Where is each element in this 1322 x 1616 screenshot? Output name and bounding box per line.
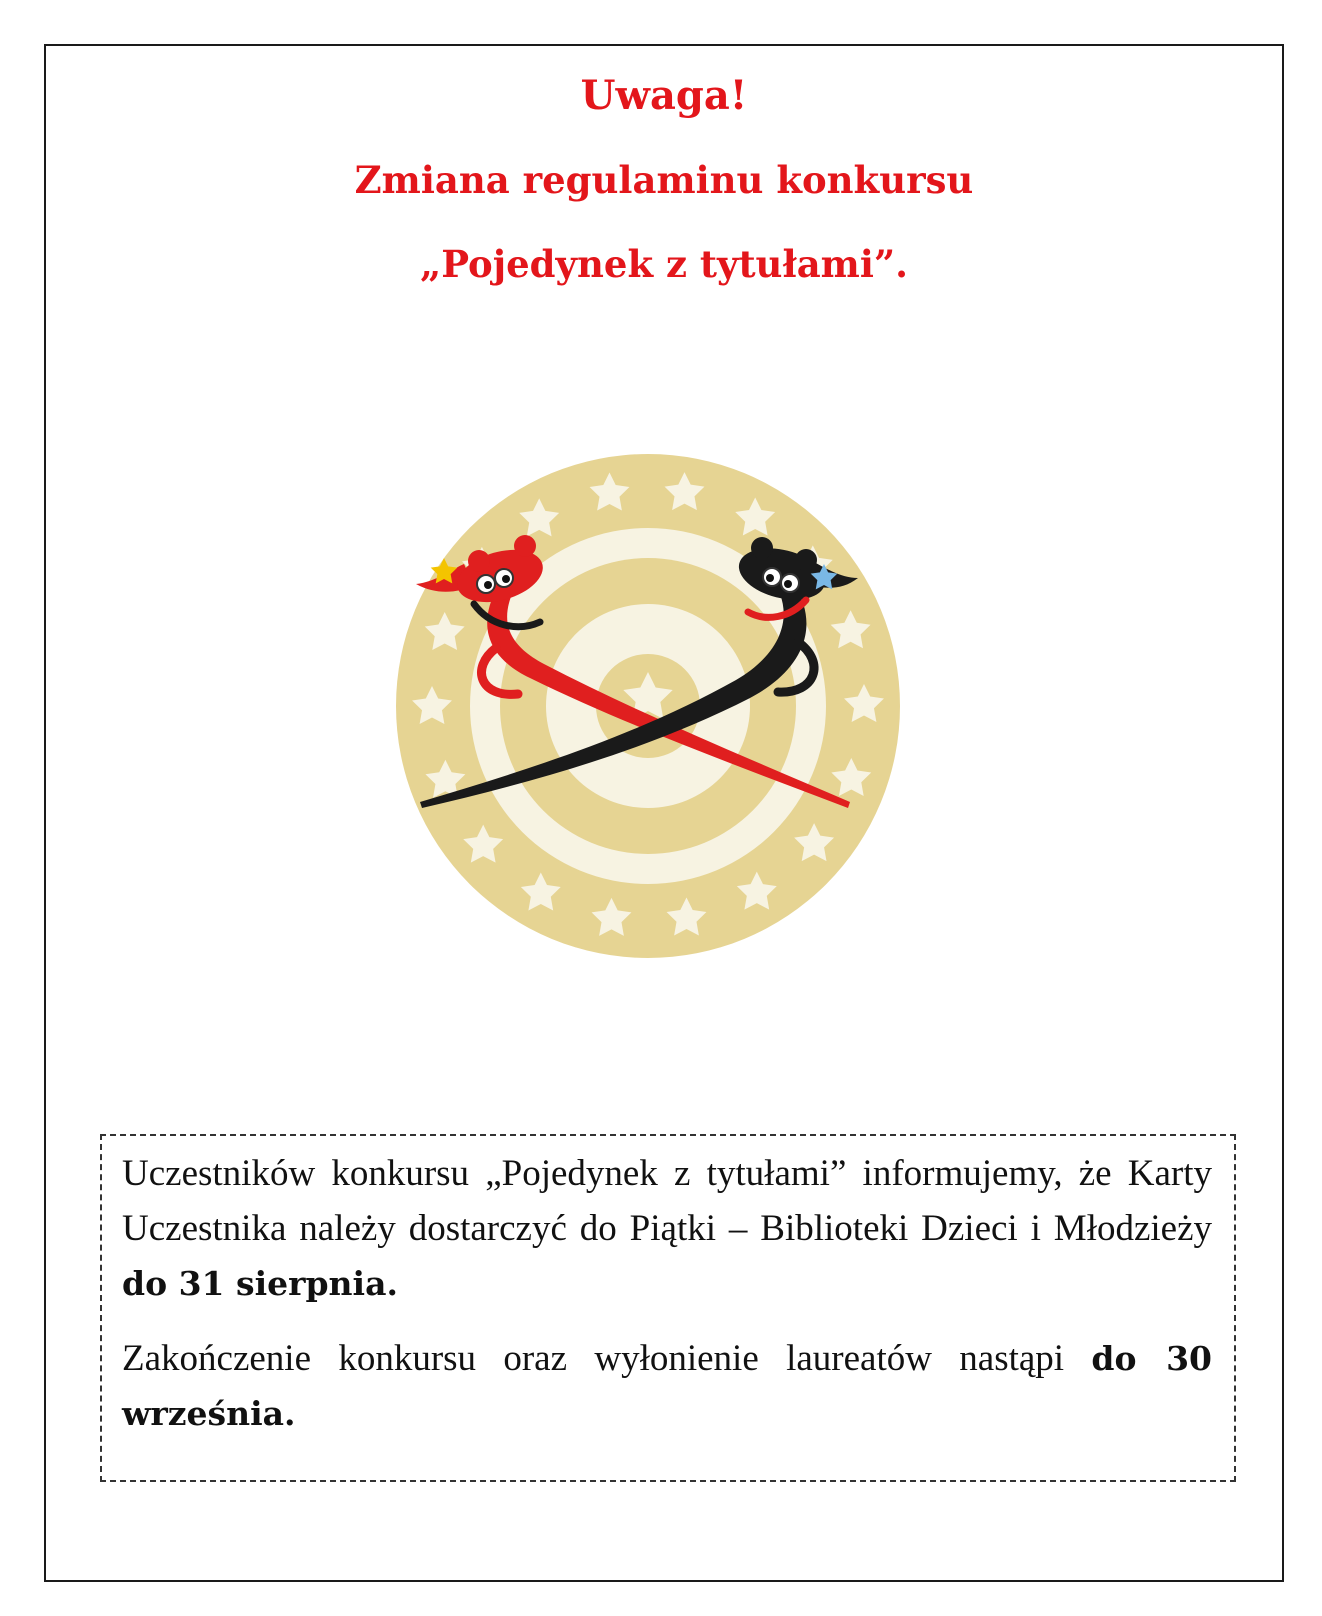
notice-delivery-text: Uczestników konkursu „Pojedynek z tytułami” informujemy, że Karty Uczestnika należy dostarczyć do Piątki – Biblioteki Dzieci i Młodzieży <box>122 1153 1212 1249</box>
notice-paragraph-delivery <box>122 1146 1212 1311</box>
notice-delivery-deadline: do 31 sierpnia. <box>122 1264 398 1303</box>
notice-results-text: Zakończenie konkursu oraz wyłonienie laureatów nastąpi <box>122 1338 1092 1379</box>
notice-results-deadline: do 30 września. <box>122 1339 1212 1433</box>
crossed-sabres-medal-icon <box>378 436 918 976</box>
contest-notice-box <box>100 1134 1236 1482</box>
notice-paragraph-results <box>122 1331 1212 1441</box>
headline-contest-name: „Pojedynek z tytułami”. <box>419 242 909 286</box>
page-frame <box>44 44 1284 1582</box>
headline-uwaga: Uwaga! <box>580 72 748 119</box>
headline-rule-change: Zmiana regulaminu konkursu <box>354 158 974 202</box>
